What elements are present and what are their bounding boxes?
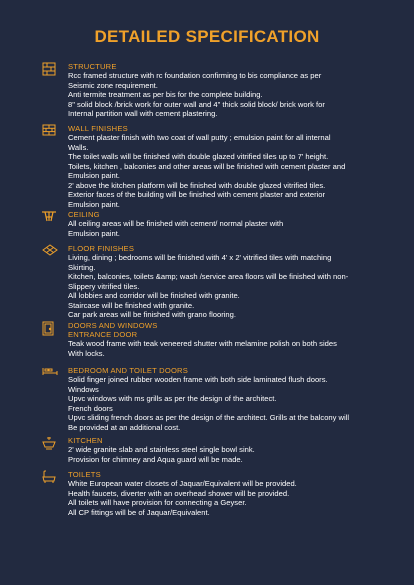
section-text: Rcc framed structure with rc foundation confirming to bis compliance as per Seismic zone requirement. Anti termite treatment as per bis for the complete building. 8" solid block /brick work for outer wall and 4" thick solid block/ brick work for Internal partition wall with cement plastering. [68,71,325,118]
floor-tile-icon [42,244,58,258]
ceiling-beam-icon [42,210,58,224]
section-structure [42,62,402,119]
section-wall-finishes [42,124,402,209]
section-heading: BEDROOM AND TOILET DOORS [68,366,188,375]
section-heading: STRUCTURE [68,62,117,71]
section-kitchen [42,436,402,464]
door-icon [42,321,58,335]
section-toilets [42,470,402,517]
section-text: Cement plaster finish with two coat of wall putty ; emulsion paint for all internal Walls. The toilet walls will be finished with double glazed vitrified tiles up to 7' height. Toilets, kitchen , balconies and other areas will be finished with cement plaster and Emulsion paint. 2' above the kitchen platform will be finished with double glazed vitrified tiles. Exterior faces of the building will be finished with cement plaster and exterior Emulsion paint. [68,133,346,209]
section-floor-finishes [42,244,402,320]
brick-wall-icon [42,124,58,138]
section-heading: WALL FINISHES [68,124,128,133]
section-heading: CEILING [68,210,100,219]
kitchen-sink-icon [42,436,58,450]
building-blocks-icon [42,62,58,76]
section-heading: FLOOR FINISHES [68,244,135,253]
bathtub-icon [42,470,58,484]
bed-icon [42,366,58,380]
section-text: Living, dining ; bedrooms will be finished with 4' x 2' vitrified tiles with matching Skirting. Kitchen, balconies, toilets &amp; wash /service area floors will be finished with non- Slippery vitrified tiles. All lobbies and corridor will be finished with granite. Staircase will be finished with granite. Car park areas will be finished with grano flooring. [68,253,349,319]
section-text: Solid finger joined rubber wooden frame with both side laminated flush doors. Windows Upvc windows with ms grills as per the design of the architect. French doors Upvc sliding french doors as per the design of the architect. Grills at the balcony will Be provided at an additional cost. [68,375,350,432]
section-heading: DOORS AND WINDOWS ENTRANCE DOOR [68,321,158,339]
section-text: All ceiling areas will be finished with cement/ normal plaster with Emulsion paint. [68,219,284,238]
section-heading: TOILETS [68,470,101,479]
section-text: White European water closets of Jaquar/Equivalent will be provided. Health faucets, diverter with an overhead shower will be provided. All toilets will have provision for connecting a Geyser. All CP fittings will be of Jaquar/Equivalent. [68,479,297,517]
section-text: Teak wood frame with teak veneered shutter with melamine polish on both sides With locks. [68,339,337,358]
section-bedroom-toilet-doors [42,366,402,432]
section-ceiling [42,210,402,238]
page-title: DETAILED SPECIFICATION [94,27,320,46]
section-doors-and-windows [42,321,402,358]
section-heading: KITCHEN [68,436,103,445]
section-text: 2' wide granite slab and stainless steel single bowl sink. Provision for chimney and Aqua guard will be made. [68,445,255,464]
